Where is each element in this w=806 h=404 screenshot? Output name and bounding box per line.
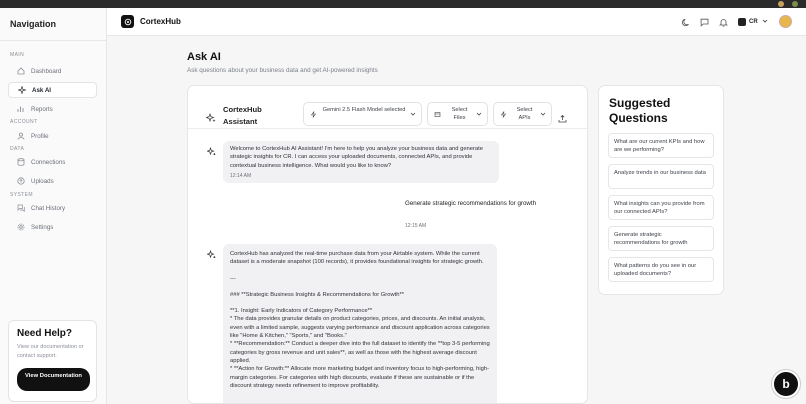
chat-history-icon — [17, 204, 25, 212]
section-main-label: MAIN — [10, 52, 25, 58]
sidebar-item-reports[interactable] — [8, 101, 97, 117]
divider — [0, 40, 107, 41]
sidebar-item-profile[interactable] — [8, 128, 97, 144]
brand-name: CortexHub — [140, 17, 181, 26]
sidebar-item-label: Chat History — [31, 204, 66, 212]
user-icon — [17, 132, 25, 140]
sidebar-item-connections[interactable] — [8, 154, 97, 170]
sidebar-item-label: Settings — [31, 223, 54, 231]
model-select[interactable] — [303, 102, 422, 126]
user-message: Generate strategic recommendations for growth — [405, 200, 537, 207]
sidebar-item-label: Dashboard — [31, 67, 62, 75]
chevron-down-icon — [410, 111, 416, 117]
theme-toggle-moon-icon[interactable] — [681, 17, 691, 27]
sidebar-title: Navigation — [10, 19, 57, 29]
reply-paragraph: * **Recommendation:** Conduct a deeper dive into the full dataset to identify the **top 3-5 performing categories by gross revenue and unit sales**, as well as those with the highest average discount applied. — [230, 341, 490, 364]
browser-extension-icon[interactable] — [778, 1, 784, 7]
bar-chart-icon — [17, 105, 25, 113]
suggested-question[interactable]: What are our current KPIs and how are we performing? — [608, 133, 714, 158]
messages-icon[interactable] — [699, 17, 709, 27]
organization-menu[interactable] — [738, 16, 768, 28]
gear-icon — [17, 223, 25, 231]
avatar[interactable] — [779, 15, 792, 28]
suggested-title: Suggested Questions — [609, 96, 671, 125]
bolt-icon — [310, 111, 317, 118]
home-icon — [17, 67, 25, 75]
upload-icon — [17, 177, 25, 185]
reply-separator: --- — [230, 275, 236, 282]
model-select-label: Gemini 2.5 Flash Model selected — [322, 107, 406, 113]
view-documentation-button[interactable]: View Documentation — [17, 368, 90, 391]
file-icon — [434, 111, 441, 118]
chevron-down-icon — [476, 111, 482, 117]
sidebar-item-label: Ask AI — [32, 86, 52, 94]
suggested-question[interactable]: Generate strategic recommendations for growth — [608, 226, 714, 251]
organization-badge: CR — [749, 19, 758, 25]
browser-chrome — [0, 0, 806, 8]
chevron-down-icon — [540, 111, 546, 117]
files-select-label: Select Files — [451, 107, 468, 121]
reply-paragraph: CortexHub has analyzed the real-time purchase data from your Airtable system. While the current dataset is a moderate snapshot (100 records), it provides foundational insights for strategic growth. — [230, 251, 484, 266]
cortexhub-logo-icon[interactable] — [121, 15, 134, 28]
top-header — [107, 8, 806, 36]
assistant-message-icon — [207, 143, 216, 152]
database-icon — [17, 158, 25, 166]
assistant-sparkles-icon — [206, 110, 216, 120]
sidebar-item-label: Profile — [31, 132, 49, 140]
sidebar-item-settings[interactable] — [8, 219, 97, 235]
files-select[interactable] — [427, 102, 488, 126]
sparkles-icon — [18, 86, 26, 94]
sidebar-item-label: Connections — [31, 158, 66, 166]
sidebar-item-chat-history[interactable] — [8, 200, 97, 216]
message-time: 12:14 AM — [230, 172, 252, 179]
assistant-message — [223, 141, 499, 183]
page-subtitle: Ask questions about your business data and get AI-powered insights — [187, 67, 378, 74]
help-title: Need Help? — [17, 328, 73, 339]
upload-icon[interactable] — [558, 110, 567, 119]
reply-heading: ### **Strategic Business Insights & Recommendations for Growth** — [230, 291, 404, 298]
help-text: View our documentation or contact support. — [17, 344, 84, 359]
sidebar — [0, 8, 107, 404]
section-account-label: ACCOUNT — [10, 119, 38, 125]
message-text: Welcome to CortexHub AI Assistant! I'm here to help you analyze your business data and generate strategic insights for CR. I can access your uploaded documents, connected APIs, and provide contextual business intelligence. What would you like to know? — [230, 146, 483, 169]
sidebar-item-label: Uploads — [31, 177, 54, 185]
chat-header — [188, 86, 588, 129]
section-data-label: DATA — [10, 146, 25, 152]
reply-insight-title: **1. Insight: Early Indicators of Category Performance** — [230, 308, 373, 315]
sidebar-item-uploads[interactable] — [8, 173, 97, 189]
browser-profile-icon[interactable] — [792, 1, 798, 7]
message-time: 12:15 AM — [405, 223, 427, 229]
chat-panel — [187, 85, 588, 404]
suggested-questions-panel — [598, 85, 724, 295]
help-card — [8, 320, 97, 402]
assistant-name: CortexHub Assistant — [223, 105, 262, 126]
sidebar-item-dashboard[interactable] — [8, 63, 97, 79]
reply-paragraph: * The data provides granular details on product categories, prices, and discounts. An initial analysis, even with a limited sample, suggests varying performance and discount application across categories like "Home & Kitchen," "Sports," and "Books." — [230, 316, 490, 340]
chevron-down-icon — [762, 18, 768, 26]
suggested-question[interactable]: Analyze trends in our business data — [608, 164, 714, 189]
sidebar-item-label: Reports — [31, 105, 53, 113]
reply-paragraph: * **Action for Growth:** Allocate more marketing budget and inventory focus to high-performing, high-margin categories. For categories with high discounts, evaluate if these are sustainable or if the discount strategy needs refinement to improve profitability. — [230, 366, 490, 389]
suggested-question[interactable]: What patterns do you see in our uploaded documents? — [608, 257, 714, 282]
sidebar-item-ask-ai[interactable] — [8, 82, 97, 98]
bolt-icon — [500, 111, 507, 118]
notifications-bell-icon[interactable] — [718, 17, 728, 27]
apis-select-label: Select APIs — [516, 107, 533, 121]
section-system-label: SYSTEM — [10, 192, 33, 198]
assistant-reply — [223, 244, 497, 404]
assistant-message-icon — [207, 246, 216, 255]
floating-assistant-icon[interactable]: b — [772, 370, 800, 398]
page-title: Ask AI — [187, 51, 221, 63]
suggested-question[interactable]: What insights can you provide from our connected APIs? — [608, 195, 714, 220]
apis-select[interactable] — [493, 102, 552, 126]
organization-icon — [738, 18, 746, 26]
